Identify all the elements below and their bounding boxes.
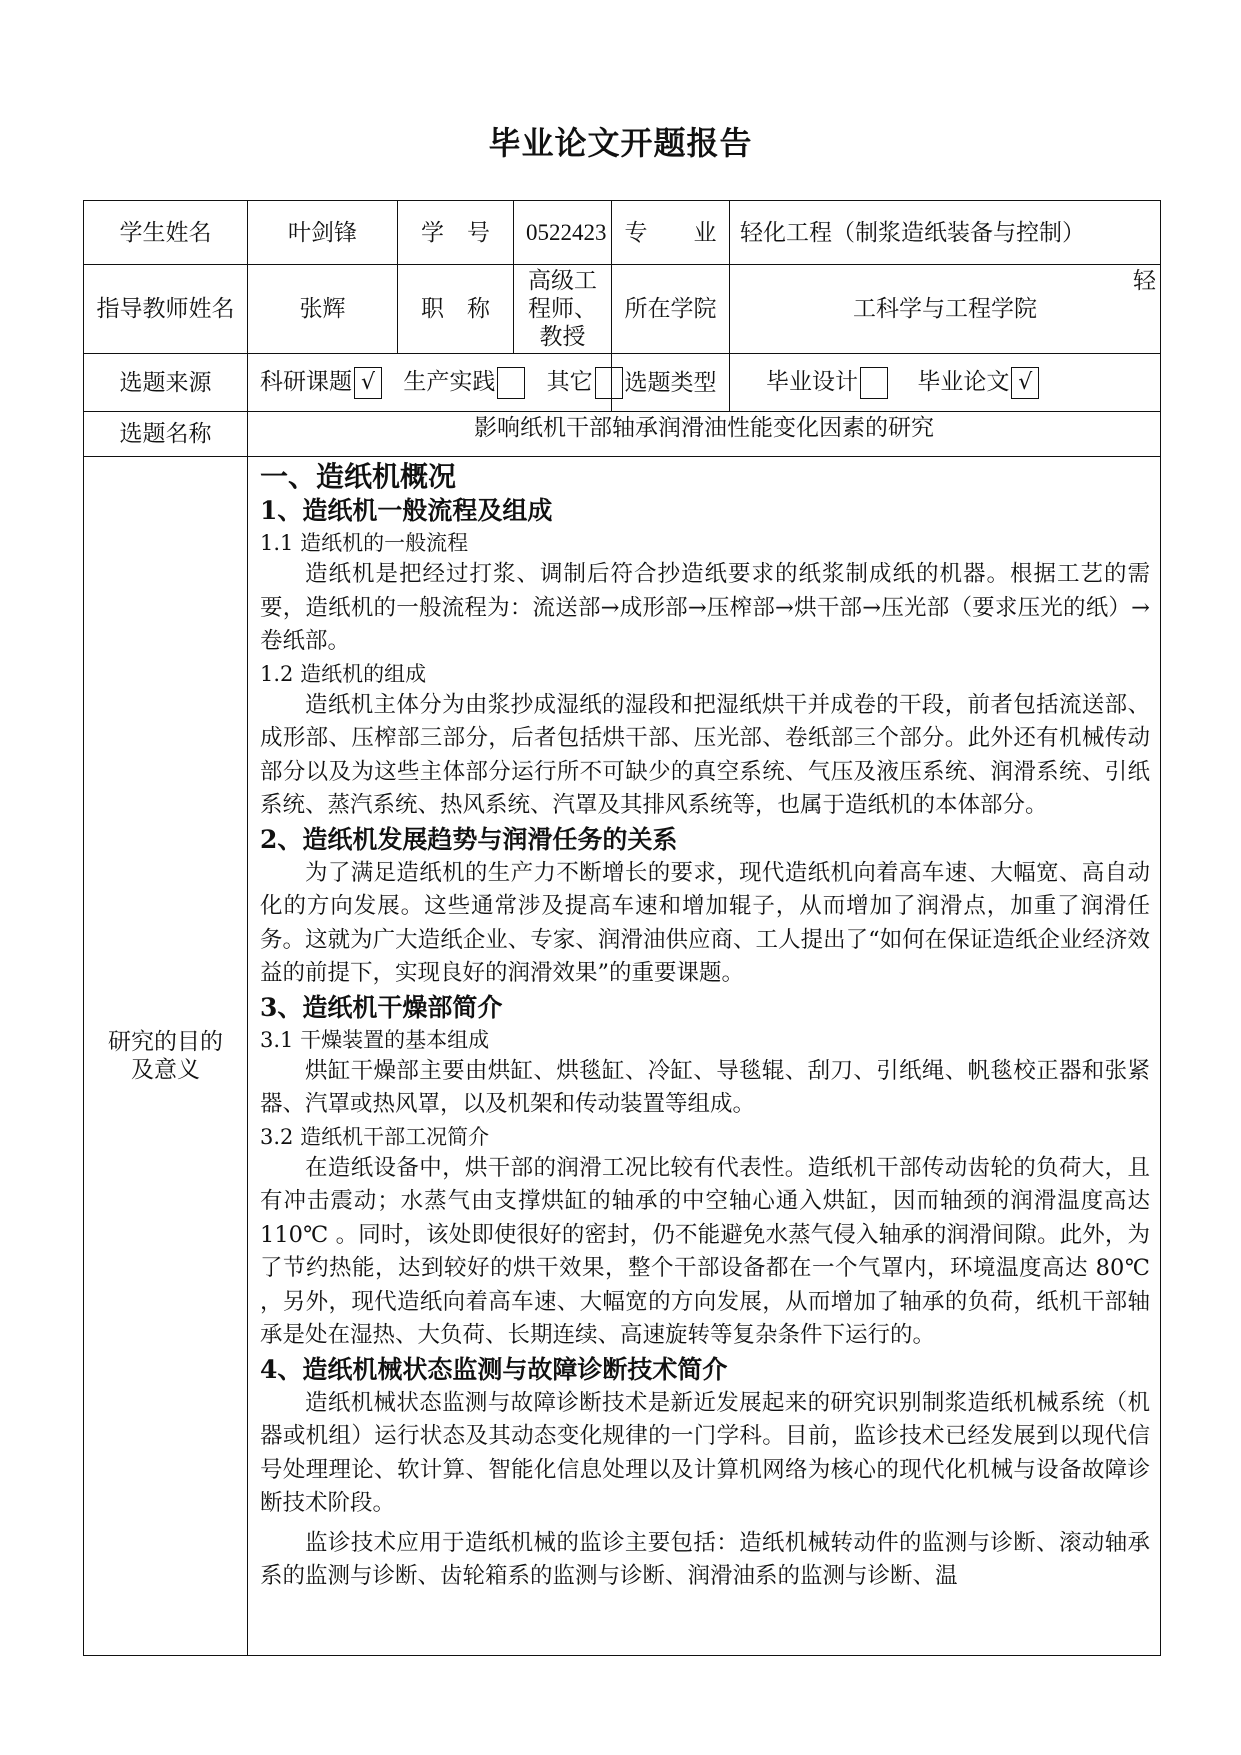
option-other-label: 其它 bbox=[546, 368, 593, 395]
rank-value: 高级工程师、教授 bbox=[514, 265, 612, 354]
source-options bbox=[248, 354, 612, 412]
paragraph: 造纸机主体分为由浆抄成湿纸的湿段和把湿纸烘干并成卷的干段，前者包括流送部、成形部、压榨部三部分，后者包括烘干部、压光部、卷纸部三个部分。此外还有机械传动部分以及为这些主体部分运行所不可缺少的真空系统、气压及液压系统、润滑系统、引纸系统、蒸汽系统、热风系统、汽罩及其排风系统等，也属于造纸机的本体部分。 bbox=[260, 691, 1150, 818]
row-topic bbox=[84, 412, 1161, 457]
paragraph: 监诊技术应用于造纸机械的监诊主要包括：造纸机械转动件的监测与诊断、滚动轴承系的监测与诊断、齿轮箱系的监测与诊断、润滑油系的监测与诊断、温 bbox=[260, 1529, 1150, 1589]
option-other-checkbox[interactable] bbox=[595, 367, 623, 399]
option-research-label: 科研课题 bbox=[260, 368, 352, 395]
option-thesis-checkbox[interactable]: √ bbox=[1011, 367, 1039, 399]
option-design-checkbox[interactable] bbox=[860, 367, 888, 399]
document-title: 毕业论文开题报告 bbox=[488, 124, 753, 162]
student-name-label: 学生姓名 bbox=[84, 201, 248, 265]
subsubsection-heading: 3.1 干燥装置的基本组成 bbox=[260, 1027, 490, 1052]
paragraph: 在造纸设备中，烘干部的润滑工况比较有代表性。造纸机干部传动齿轮的负荷大，且有冲击震动；水蒸气由支撑烘缸的轴承的中空轴心通入烘缸，因而轴颈的润滑温度高达 110℃ 。同时，该处即使很好的密封，仍不能避免水蒸气侵入轴承的润滑间隙。此外，为了节约热能，达到较好的烘干效果，整个干部设备都在一个气罩内，环境温度高达 80℃ ，另外，现代造纸向着高车速、大幅宽的方向发展，从而增加了轴承的负荷，纸机干部轴承是处在湿热、大负荷、长期连续、高速旋转等复杂条件下运行的。 bbox=[260, 1154, 1150, 1348]
major-label: 专 业 bbox=[612, 201, 730, 265]
major-value: 轻化工程（制浆造纸装备与控制） bbox=[730, 201, 1161, 265]
purpose-label-line1: 研究的目的 bbox=[108, 1029, 223, 1055]
purpose-label-line2: 及意义 bbox=[131, 1057, 200, 1083]
paragraph: 为了满足造纸机的生产力不断增长的要求，现代造纸机向着高车速、大幅宽、高自动化的方向发展。这些通常涉及提高车速和增加辊子，从而增加了润滑点，加重了润滑任务。这就为广大造纸企业、专家、润滑油供应商、工人提出了“如何在保证造纸企业经济效益的前提下，实现良好的润滑效果”的重要课题。 bbox=[260, 859, 1150, 986]
subsection-heading: 1、造纸机一般流程及组成 bbox=[260, 496, 553, 525]
option-design-label: 毕业设计 bbox=[766, 368, 858, 395]
subsubsection-heading: 1.2 造纸机的组成 bbox=[260, 661, 427, 686]
row-student bbox=[84, 201, 1161, 265]
topic-label: 选题名称 bbox=[84, 412, 248, 457]
college-label: 所在学院 bbox=[612, 265, 730, 354]
row-purpose bbox=[84, 457, 1161, 1656]
source-label: 选题来源 bbox=[84, 354, 248, 412]
option-production-checkbox[interactable] bbox=[497, 367, 525, 399]
option-production-label: 生产实践 bbox=[403, 368, 496, 395]
type-options bbox=[730, 354, 1161, 412]
option-thesis-label: 毕业论文 bbox=[917, 368, 1010, 395]
section-heading: 一、造纸机概况 bbox=[260, 460, 457, 493]
row-advisor bbox=[84, 265, 1161, 354]
student-name-value: 叶剑锋 bbox=[248, 201, 398, 265]
student-id-value: 0522423 bbox=[514, 201, 612, 265]
paragraph: 烘缸干燥部主要由烘缸、烘毯缸、冷缸、导毯辊、刮刀、引纸绳、帆毯校正器和张紧器、汽罩或热风罩，以及机架和传动装置等组成。 bbox=[260, 1057, 1150, 1117]
advisor-label: 指导教师姓名 bbox=[84, 265, 248, 354]
college-value bbox=[730, 265, 1161, 354]
college-value-part2: 工科学与工程学院 bbox=[853, 296, 1037, 322]
subsubsection-heading: 3.2 造纸机干部工况简介 bbox=[260, 1124, 490, 1149]
subsubsection-heading: 1.1 造纸机的一般流程 bbox=[260, 531, 469, 555]
advisor-value: 张辉 bbox=[248, 265, 398, 354]
college-value-part1: 轻 bbox=[1133, 268, 1156, 294]
student-id-label: 学 号 bbox=[398, 201, 514, 265]
row-source bbox=[84, 354, 1161, 412]
rank-label: 职 称 bbox=[398, 265, 514, 354]
subsection-heading: 2、造纸机发展趋势与润滑任务的关系 bbox=[260, 824, 678, 854]
option-research-checkbox[interactable]: √ bbox=[354, 367, 382, 399]
purpose-content bbox=[248, 457, 1161, 1656]
paragraph: 造纸机械状态监测与故障诊断技术是新近发展起来的研究识别制浆造纸机械系统（机器或机组）运行状态及其动态变化规律的一门学科。目前，监诊技术已经发展到以现代信号处理理论、软计算、智能化信息处理以及计算机网络为核心的现代化机械与设备故障诊断技术阶段。 bbox=[260, 1389, 1150, 1516]
paragraph: 造纸机是把经过打浆、调制后符合抄造纸要求的纸浆制成纸的机器。根据工艺的需要，造纸机的一般流程为：流送部→成形部→压榨部→烘干部→压光部（要求压光的纸）→卷纸部。 bbox=[260, 561, 1150, 654]
subsection-heading: 4、造纸机械状态监测与故障诊断技术简介 bbox=[260, 1354, 728, 1384]
type-label: 选题类型 bbox=[612, 354, 730, 412]
purpose-label bbox=[84, 457, 248, 1656]
subsection-heading: 3、造纸机干燥部简介 bbox=[260, 992, 503, 1022]
proposal-form-table bbox=[83, 200, 1161, 1656]
topic-value: 影响纸机干部轴承润滑油性能变化因素的研究 bbox=[248, 412, 1161, 457]
